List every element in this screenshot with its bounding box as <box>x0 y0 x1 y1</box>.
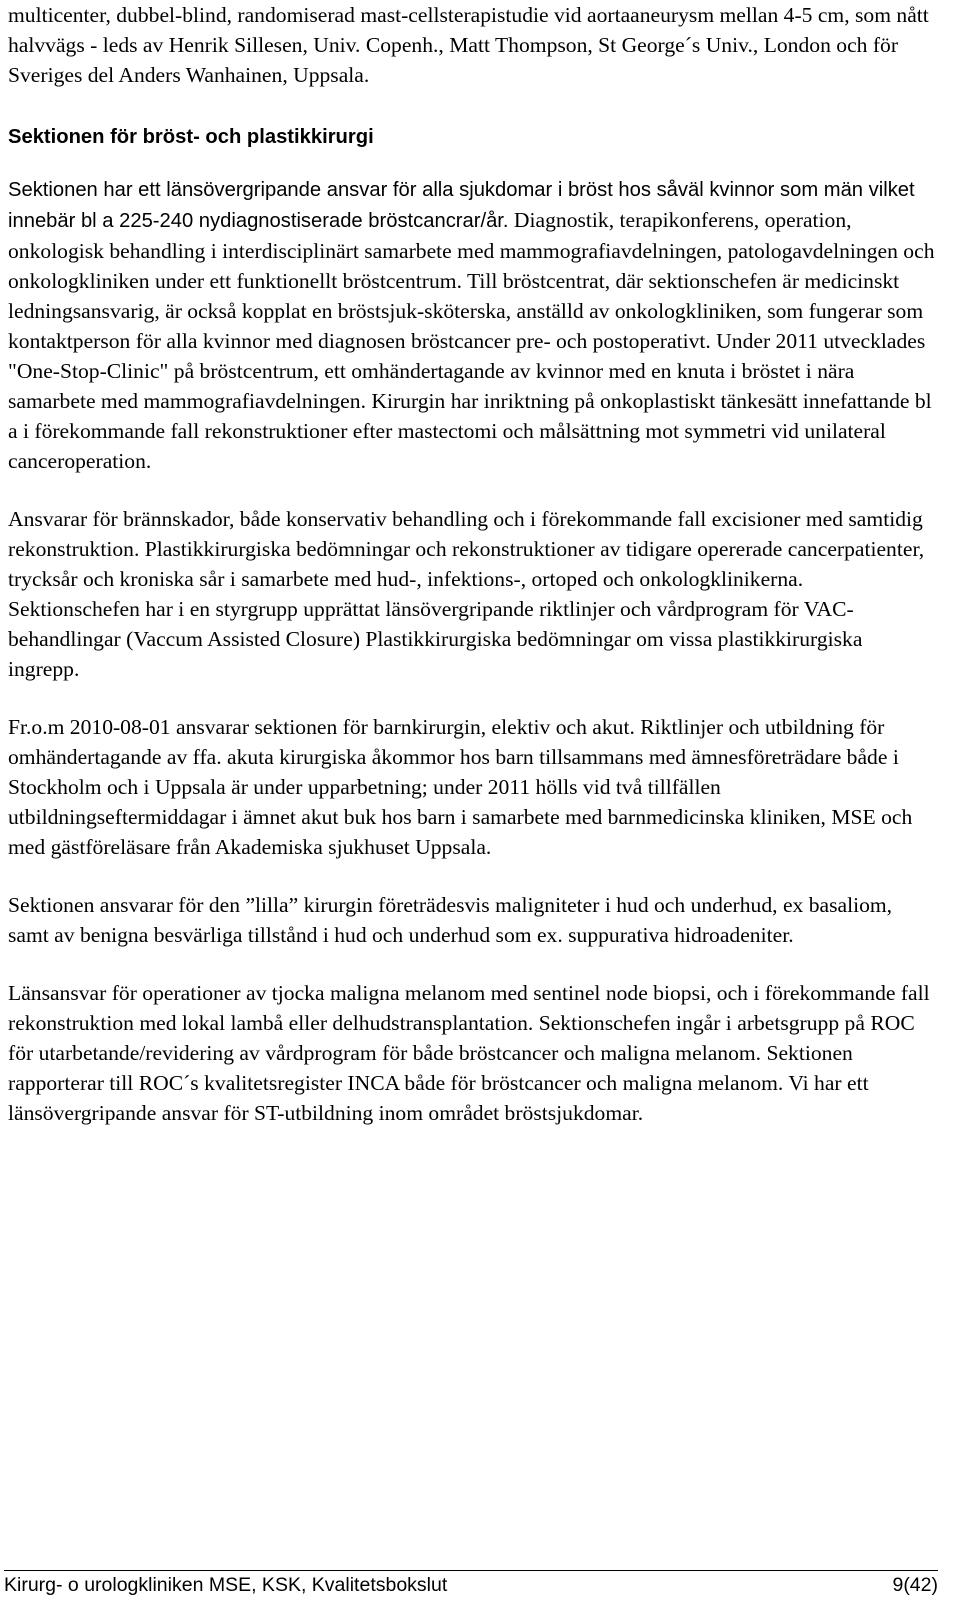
section-heading: Sektionen för bröst- och plastikkirurgi <box>8 126 374 148</box>
pediatric-surgery-paragraph: Fr.o.m 2010-08-01 ansvarar sektionen för barnkirurgin, elektiv och akut. Riktlinjer och utbildning för omhändertagande av ffa. akuta kirurgiska åkommor hos barn tillsammans med ämnesföreträdare både i Stockholm och i Uppsala är under upparbetning; under 2011 hölls vid två tillfällen utbildningseftermiddagar i ämnet akut buk hos barn i samarbete med barnmedicinska kliniken, MSE och med gästföreläsare från Akademiska sjukhuset Uppsala. <box>8 715 913 859</box>
breast-paragraph <box>8 174 938 476</box>
minor-surgery-paragraph: Sektionen ansvarar för den ”lilla” kirurgin företrädesvis maligniteter i hud och underhud, ex basaliom, samt av benigna besvärliga tillstånd i hud och underhud som ex. suppurativa hidroadeniter. <box>8 893 893 947</box>
page-footer <box>4 1570 938 1597</box>
burns-paragraph: Ansvarar för brännskador, både konservativ behandling och i förekommande fall excisioner med samtidig rekonstruktion. Plastikkirurgiska bedömningar och rekonstruktioner av tidigare opererade cancerpatienter, trycksår och kroniska sår i samarbete med hud-, infektions-, ortoped och onkologklinikerna. Sektionschefen har i en styrgrupp upprättat länsövergripande riktlinjer och vårdprogram för VAC-behandlingar (Vaccum Assisted Closure) Plastikkirurgiska bedömningar om vissa plastikkirurgiska ingrepp. <box>8 507 925 681</box>
page-number: 9(42) <box>892 1574 938 1596</box>
intro-paragraph: multicenter, dubbel-blind, randomiserad mast-cellsterapistudie vid aortaaneurysm mellan 4-5 cm, som nått halvvägs - leds av Henrik Sillesen, Univ. Copenh., Matt Thompson, St George´s Univ., London och för Sveriges del Anders Wanhainen, Uppsala. <box>8 3 929 87</box>
footer-title: Kirurg- o urologkliniken MSE, KSK, Kvalitetsbokslut <box>4 1574 448 1596</box>
melanoma-paragraph: Länsansvar för operationer av tjocka maligna melanom med sentinel node biopsi, och i förekommande fall rekonstruktion med lokal lambå eller delhudstransplantation. Sektionschefen ingår i arbetsgrupp på ROC för utarbetande/revidering av vårdprogram för både bröstcancer och maligna melanom. Sektionen rapporterar till ROC´s kvalitetsregister INCA både för bröstcancer och maligna melanom. Vi har ett länsövergripande ansvar för ST-utbildning inom området bröstsjukdomar. <box>8 981 930 1125</box>
breast-paragraph-serif-part: Diagnostik, terapikonferens, operation, onkologisk behandling i interdisciplinärt samarbete med mammografiavdelningen, patologavdelningen och onkologkliniken under ett funktionellt bröstcentrum. Till bröstcentrat, där sektionschefen är medicinskt ledningsansvarig, är också kopplat en bröstsjuk-sköterska, anställd av onkologkliniken, som fungerar som kontaktperson för alla kvinnor med diagnosen bröstcancer pre- och postoperativt. Under 2011 utvecklades "One-Stop-Clinic" på bröstcentrum, ett omhändertagande av kvinnor med en knuta i bröstet i nära samarbete med mammografiavdelningen. Kirurgin har inriktning på onkoplastiskt tänkesätt innefattande bl a i förekommande fall rekonstruktioner efter mastectomi och målsättning mot symmetri vid unilateral canceroperation. <box>8 208 935 473</box>
breast-paragraph-sans-part: Sektionen har ett länsövergripande ansvar för alla sjukdomar i bröst hos såväl kvinnor som män vilket innebär bl a 225-240 nydiagnostiserade bröstcancrar/år. <box>8 179 915 232</box>
document-page <box>8 0 938 1128</box>
